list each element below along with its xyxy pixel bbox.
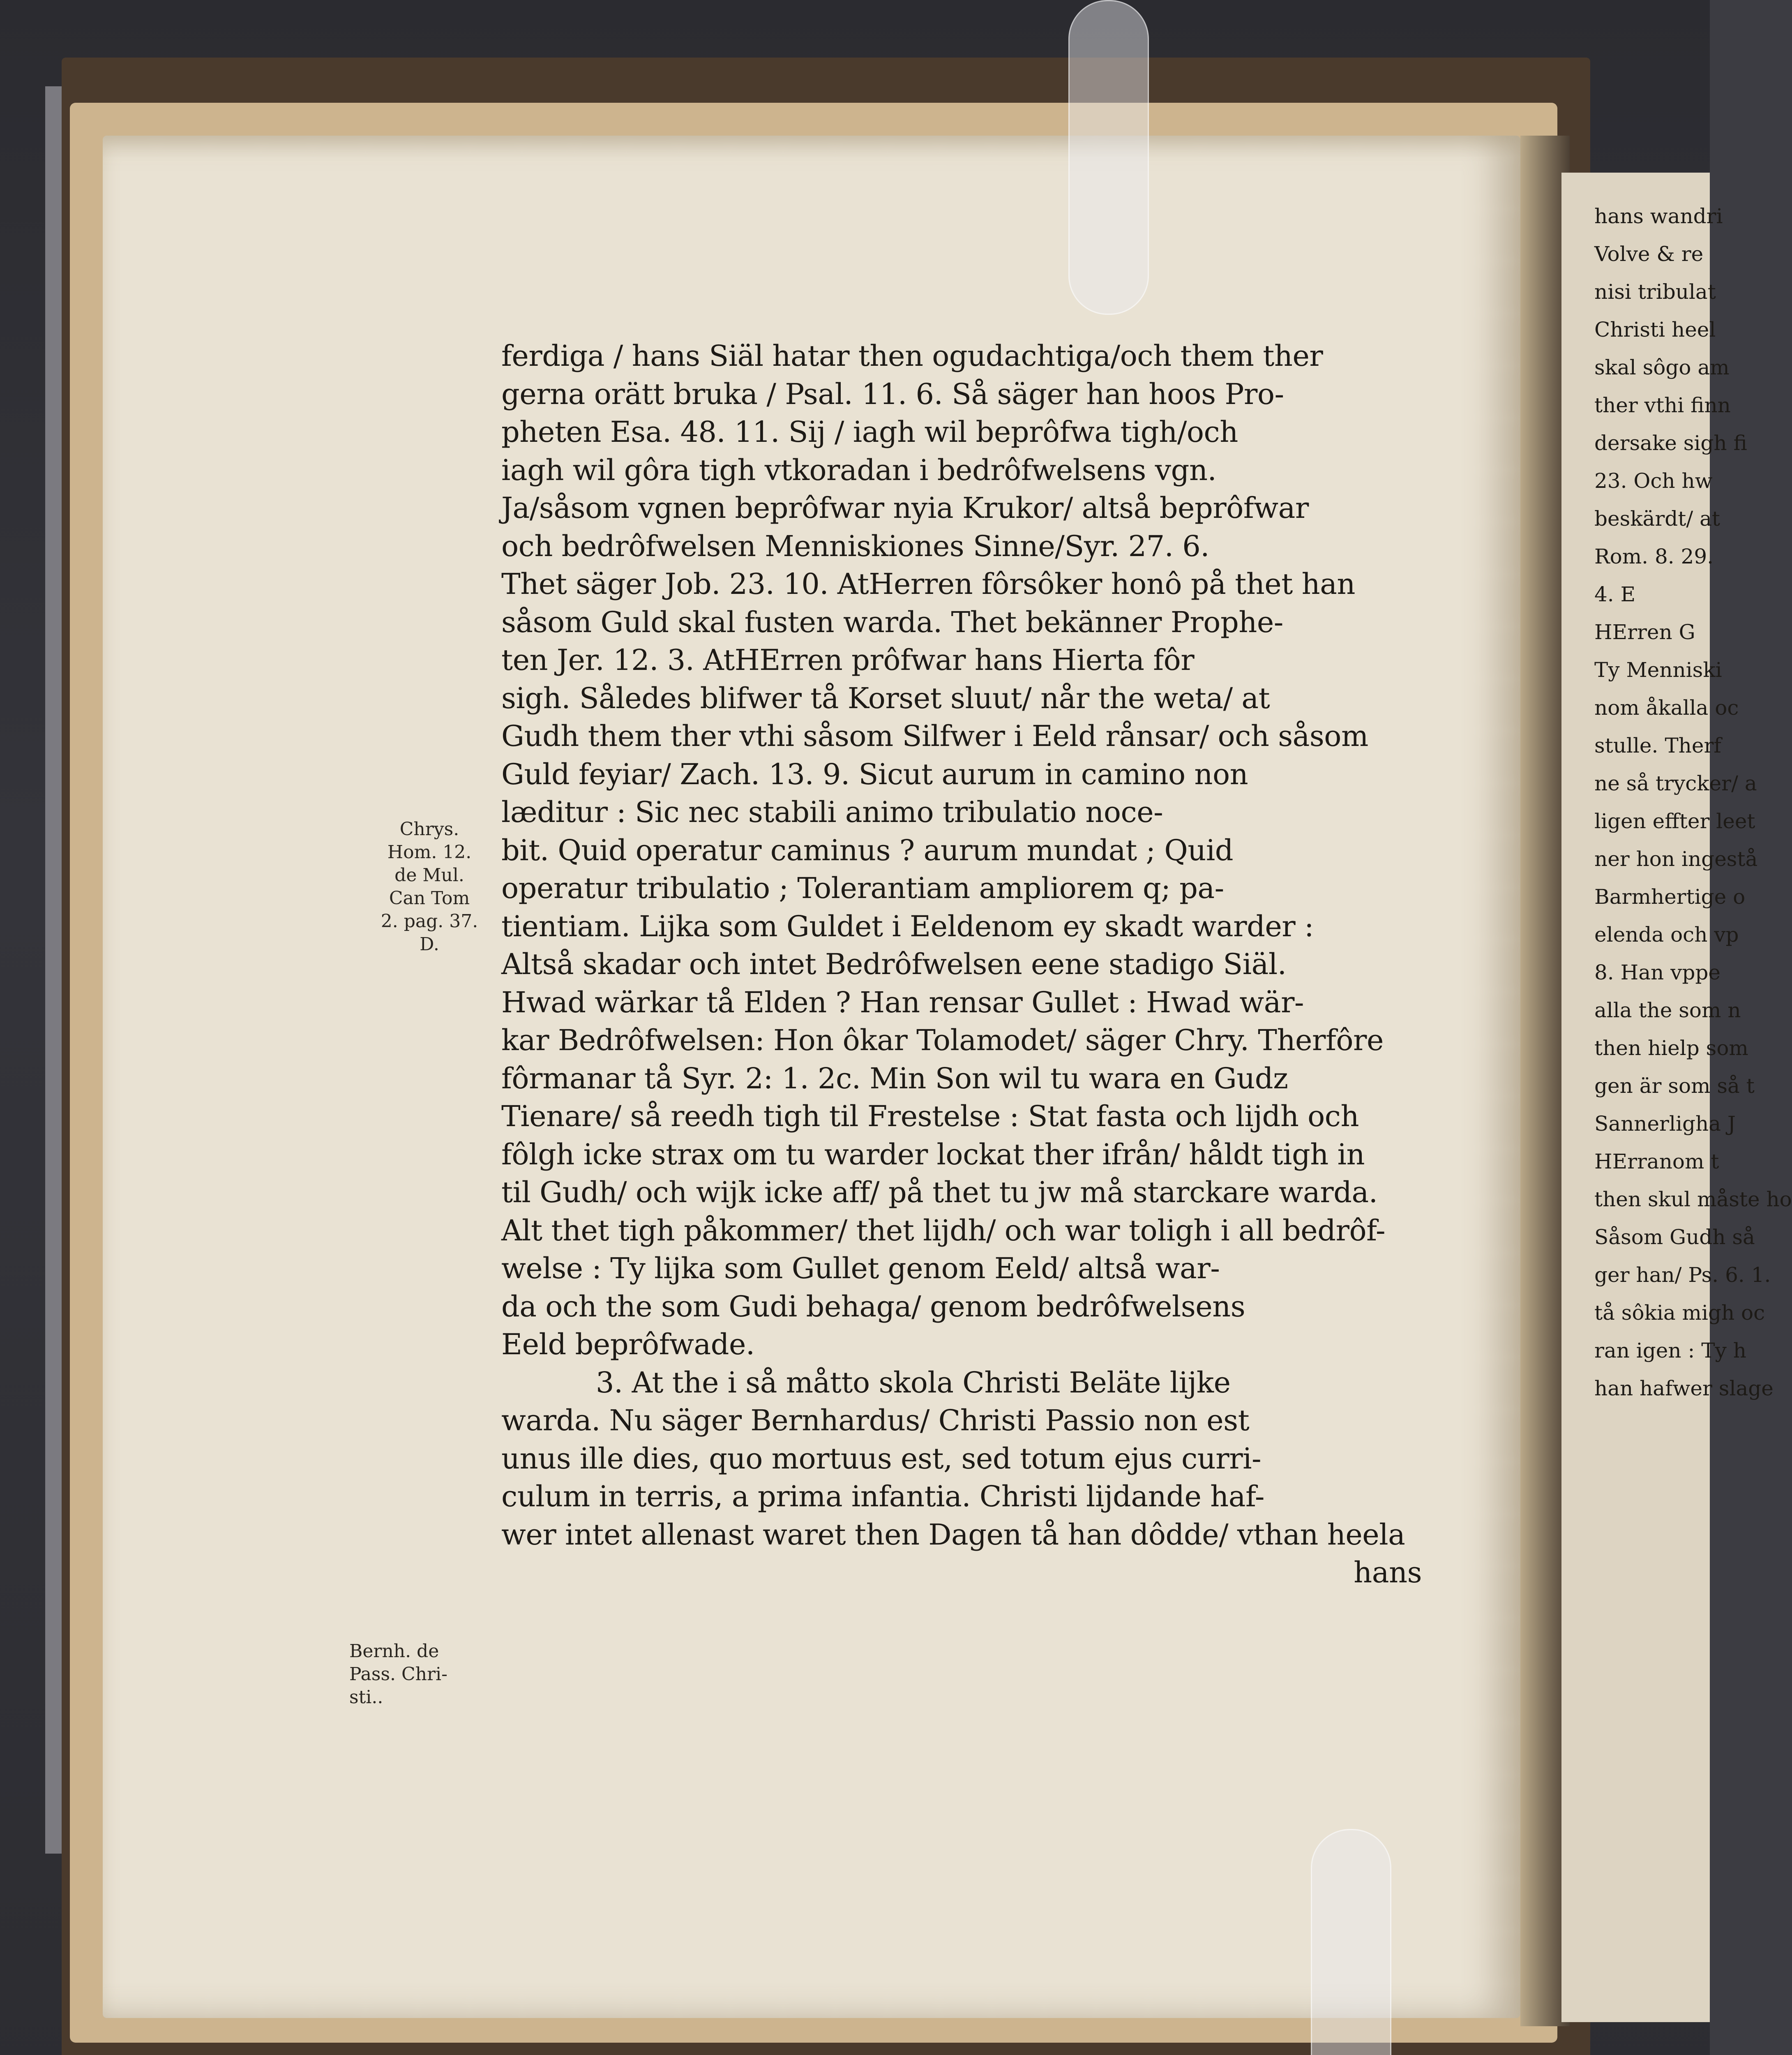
recto-text-line: ne så trycker/ a xyxy=(1594,771,1757,795)
recto-text-line: nom åkalla oc xyxy=(1594,696,1739,720)
text-line: Guld feyiar/ Zach. 13. 9. Sicut aurum in camino non xyxy=(501,757,1248,791)
recto-text-line: elenda och vp xyxy=(1594,923,1739,947)
recto-text-line: HErren G xyxy=(1594,620,1695,644)
text-line: Altså skadar och intet Bedrôfwelsen eene stadigo Siäl. xyxy=(501,947,1287,981)
text-line: ten Jer. 12. 3. AtHErren prôfwar hans Hierta fôr xyxy=(501,643,1195,677)
recto-text-line: Sannerligha J xyxy=(1594,1112,1736,1136)
recto-text-line: ligen effter leet xyxy=(1594,809,1755,833)
recto-text-line: Christi heel xyxy=(1594,318,1716,342)
recto-text-line: HErranom t xyxy=(1594,1150,1719,1173)
text-line: fôlgh icke strax om tu warder lockat ther ifrån/ håldt tigh in xyxy=(501,1137,1365,1171)
recto-text-line: 4. E xyxy=(1594,582,1636,606)
text-line: sigh. Således blifwer tå Korset sluut/ når the weta/ at xyxy=(501,681,1270,715)
text-line: unus ille dies, quo mortuus est, sed totum ejus curri- xyxy=(501,1441,1262,1475)
text-line: da och the som Gudi behaga/ genom bedrôfwelsens xyxy=(501,1289,1245,1323)
text-line: hans xyxy=(1354,1556,1422,1589)
page-clip-top[interactable] xyxy=(1068,0,1149,315)
text-line: och bedrôfwelsen Menniskiones Sinne/Syr. 27. 6. xyxy=(501,529,1210,563)
recto-text-line: ther vthi finn xyxy=(1594,393,1731,417)
text-line: til Gudh/ och wijk icke aff/ på thet tu jw må starckare warda. xyxy=(501,1175,1378,1209)
recto-text-line: then skul måste ho xyxy=(1594,1187,1792,1211)
recto-text-line: skal sôgo am xyxy=(1594,356,1730,379)
recto-text-line: Barmhertige o xyxy=(1594,885,1746,909)
margin-note-line: de Mul. xyxy=(394,865,464,886)
recto-text-line: ran igen : Ty h xyxy=(1594,1339,1746,1362)
margin-note-line: D. xyxy=(420,934,439,955)
text-line: iagh wil gôra tigh vtkoradan i bedrôfwelsens vgn. xyxy=(501,453,1217,487)
text-line: pheten Esa. 48. 11. Sij / iagh wil beprôfwa tigh/och xyxy=(501,415,1238,449)
recto-text-line: tå sôkia migh oc xyxy=(1594,1301,1765,1325)
recto-text-line: nisi tribulat xyxy=(1594,280,1716,304)
margin-note-line: 2. pag. 37. xyxy=(381,911,478,932)
recto-text-line: gen är som så t xyxy=(1594,1074,1755,1098)
text-line: Eeld beprôfwade. xyxy=(501,1328,755,1361)
margin-note-line: Pass. Chri- xyxy=(349,1664,447,1685)
text-line: warda. Nu säger Bernhardus/ Christi Passio non est xyxy=(501,1404,1250,1437)
recto-text-line: beskärdt/ at xyxy=(1594,507,1721,531)
main-text-block xyxy=(501,337,1422,1592)
recto-text-line: Volve & re xyxy=(1594,242,1704,266)
text-line: Thet säger Job. 23. 10. AtHerren fôrsôker honô på thet han xyxy=(501,567,1356,601)
recto-text-line: alla the som n xyxy=(1594,998,1741,1022)
recto-text-fragment xyxy=(1594,197,1792,1407)
recto-text-line: 8. Han vppe xyxy=(1594,961,1721,984)
recto-text-line: Såsom Gudh så xyxy=(1594,1225,1755,1249)
text-line: gerna orätt bruka / Psal. 11. 6. Så säger han hoos Pro- xyxy=(501,377,1284,411)
text-line: Tienare/ så reedh tigh til Frestelse : Stat fasta och lijdh och xyxy=(501,1099,1359,1133)
margin-note-line: Hom. 12. xyxy=(387,842,472,863)
page-clip-bottom[interactable] xyxy=(1311,1829,1391,2055)
text-line: culum in terris, a prima infantia. Christi lijdande haf- xyxy=(501,1480,1265,1513)
recto-text-line: stulle. Therf xyxy=(1594,734,1721,757)
text-line: wer intet allenast waret then Dagen tå han dôdde/ vthan heela xyxy=(501,1517,1405,1552)
recto-text-line: then hielp som xyxy=(1594,1036,1748,1060)
text-line: ferdiga / hans Siäl hatar then ogudachtiga/och them ther xyxy=(501,339,1323,373)
margin-note-chrys xyxy=(349,818,510,956)
text-line: Gudh them ther vthi såsom Silfwer i Eeld rånsar/ och såsom xyxy=(501,719,1368,753)
text-line: læditur : Sic nec stabili animo tribulatio noce- xyxy=(501,795,1163,829)
text-line: bit. Quid operatur caminus ? aurum mundat ; Quid xyxy=(501,833,1234,867)
text-line: kar Bedrôfwelsen: Hon ôkar Tolamodet/ säger Chry. Therfôre xyxy=(501,1023,1384,1057)
text-line: Hwad wärkar tå Elden ? Han rensar Gullet : Hwad wär- xyxy=(501,985,1304,1019)
margin-note-bernh xyxy=(349,1640,497,1709)
margin-note-line: Chrys. xyxy=(399,819,459,840)
recto-text-line: dersake sigh fi xyxy=(1594,431,1747,455)
text-line: Alt thet tigh påkommer/ thet lijdh/ och war toligh i all bedrôf- xyxy=(501,1213,1386,1247)
margin-note-line: sti.. xyxy=(349,1687,383,1708)
recto-text-line: Ty Menniski xyxy=(1594,658,1722,682)
margin-note-line: Bernh. de xyxy=(349,1641,439,1662)
recto-text-line: ner hon ingestå xyxy=(1594,847,1758,871)
text-line: operatur tribulatio ; Tolerantiam ampliorem q; pa- xyxy=(501,871,1224,905)
margin-note-line: Can Tom xyxy=(389,888,470,909)
recto-text-line: 23. Och hw xyxy=(1594,469,1713,493)
text-line: tientiam. Lijka som Guldet i Eeldenom ey skadt warder : xyxy=(501,909,1314,943)
recto-text-line: hans wandri xyxy=(1594,204,1723,228)
recto-text-line: Rom. 8. 29. xyxy=(1594,545,1714,568)
text-line: såsom Guld skal fusten warda. Thet bekänner Prophe- xyxy=(501,605,1283,639)
text-line: 3. At the i så måtto skola Christi Beläte lijke xyxy=(596,1365,1231,1399)
recto-text-line: ger han/ Ps. 6. 1. xyxy=(1594,1263,1771,1287)
text-line: welse : Ty lijka som Gullet genom Eeld/ altså war- xyxy=(501,1251,1220,1285)
text-line: fôrmanar tå Syr. 2: 1. 2c. Min Son wil tu wara en Gudz xyxy=(501,1061,1288,1095)
recto-text-line: han hafwer slage xyxy=(1594,1376,1774,1400)
text-line: Ja/såsom vgnen beprôfwar nyia Krukor/ altså beprôfwar xyxy=(501,491,1309,525)
